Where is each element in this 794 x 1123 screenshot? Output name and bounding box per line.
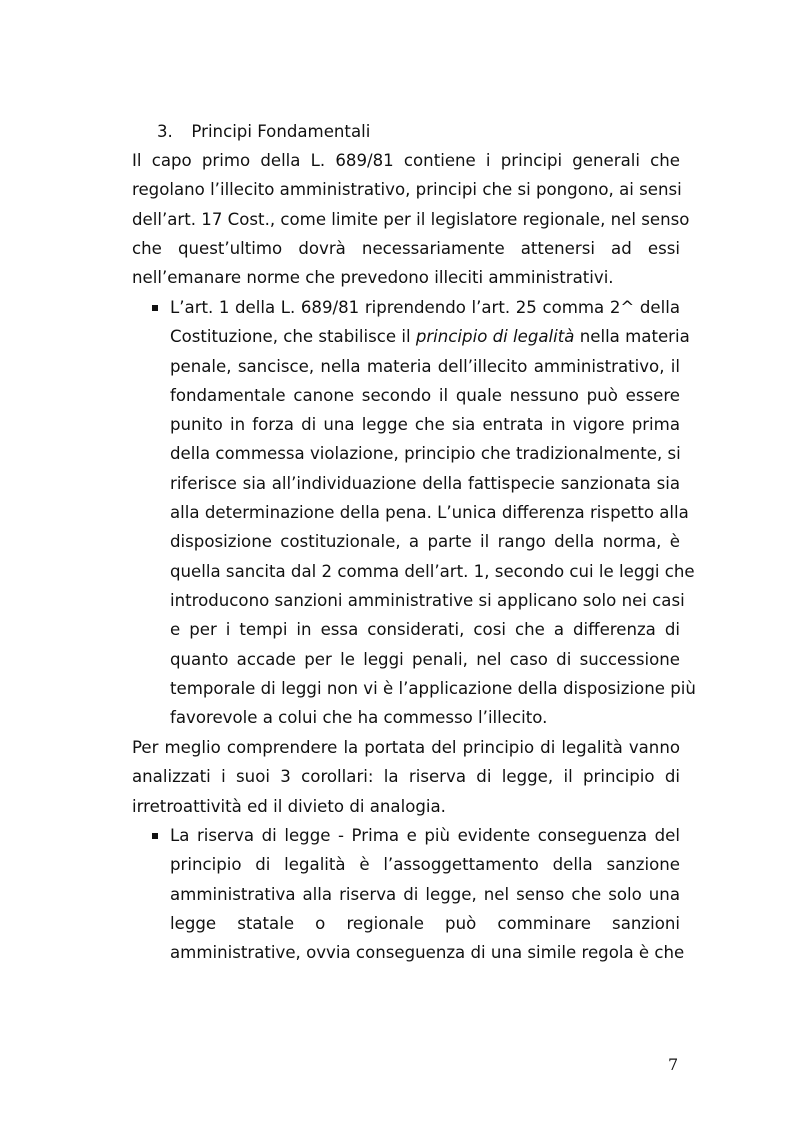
bullet-item-principio-legalita <box>170 293 696 732</box>
text-line: che quest’ultimo dovrà necessariamente attenersi ad essi <box>132 238 680 258</box>
text-line: La riserva di legge - Prima e più evidente conseguenza del <box>170 826 680 845</box>
section-heading <box>157 117 370 146</box>
text-line: regolano l’illecito amministrativo, principi che si pongono, ai sensi <box>132 180 682 200</box>
text-line: e per i tempi in essa considerati, cosi che a differenza di <box>170 620 680 640</box>
paragraph-corollari <box>132 733 680 821</box>
bullet-item-riserva-legge <box>170 821 685 967</box>
text-line: fondamentale canone secondo il quale nessuno può essere <box>170 385 680 405</box>
text-line: Per meglio comprendere la portata del principio di legalità vanno <box>132 738 680 757</box>
section-title: Principi Fondamentali <box>191 122 371 141</box>
text-line: quella sancita dal 2 comma dell’art. 1, secondo cui le leggi che <box>170 561 695 581</box>
text-line: nell’emanare norme che prevedono illeciti amministrativi. <box>132 268 614 288</box>
text-line: favorevole a colui che ha commesso l’illecito. <box>170 708 548 728</box>
text-line: principio di legalità è l’assoggettamento della sanzione <box>170 855 680 875</box>
text-line: amministrative, ovvia conseguenza di una simile regola è che <box>170 943 685 963</box>
text-line: temporale di leggi non vi è l’applicazione della disposizione più <box>170 678 696 698</box>
text-line: irretroattività ed il divieto di analogia. <box>132 796 446 816</box>
bullet-marker <box>152 305 158 311</box>
text-line: della commessa violazione, principio che tradizionalmente, si <box>170 444 681 464</box>
text-line: introducono sanzioni amministrative si applicano solo nei casi <box>170 590 685 610</box>
text-line: disposizione costituzionale, a parte il rango della norma, è <box>170 532 680 552</box>
page-number: 7 <box>668 1055 679 1074</box>
text-line: punito in forza di una legge che sia entrata in vigore prima <box>170 415 680 435</box>
text-line: quanto accade per le leggi penali, nel caso di successione <box>170 649 680 669</box>
text-line: L’art. 1 della L. 689/81 riprendendo l’art. 25 comma 2^ della <box>170 298 680 317</box>
text-line: penale, sancisce, nella materia dell’illecito amministrativo, il <box>170 356 680 376</box>
text-line: alla determinazione della pena. L’unica differenza rispetto alla <box>170 503 689 523</box>
section-number: 3. <box>157 122 173 141</box>
bullet-marker <box>152 833 158 839</box>
text-line: riferisce sia all’individuazione della fattispecie sanzionata sia <box>170 473 680 493</box>
text-line: analizzati i suoi 3 corollari: la riserva di legge, il principio di <box>132 767 680 787</box>
text-line: Il capo primo della L. 689/81 contiene i principi generali che <box>132 151 680 170</box>
text-line: Costituzione, che stabilisce il principio di legalità nella materia <box>170 327 690 347</box>
italic-term: principio di legalità <box>415 327 575 347</box>
paragraph-intro <box>132 146 690 292</box>
text-line: dell’art. 17 Cost., come limite per il legislatore regionale, nel senso <box>132 209 690 229</box>
text-line: amministrativa alla riserva di legge, nel senso che solo una <box>170 884 680 904</box>
text-line: legge statale o regionale può comminare sanzioni <box>170 913 680 933</box>
